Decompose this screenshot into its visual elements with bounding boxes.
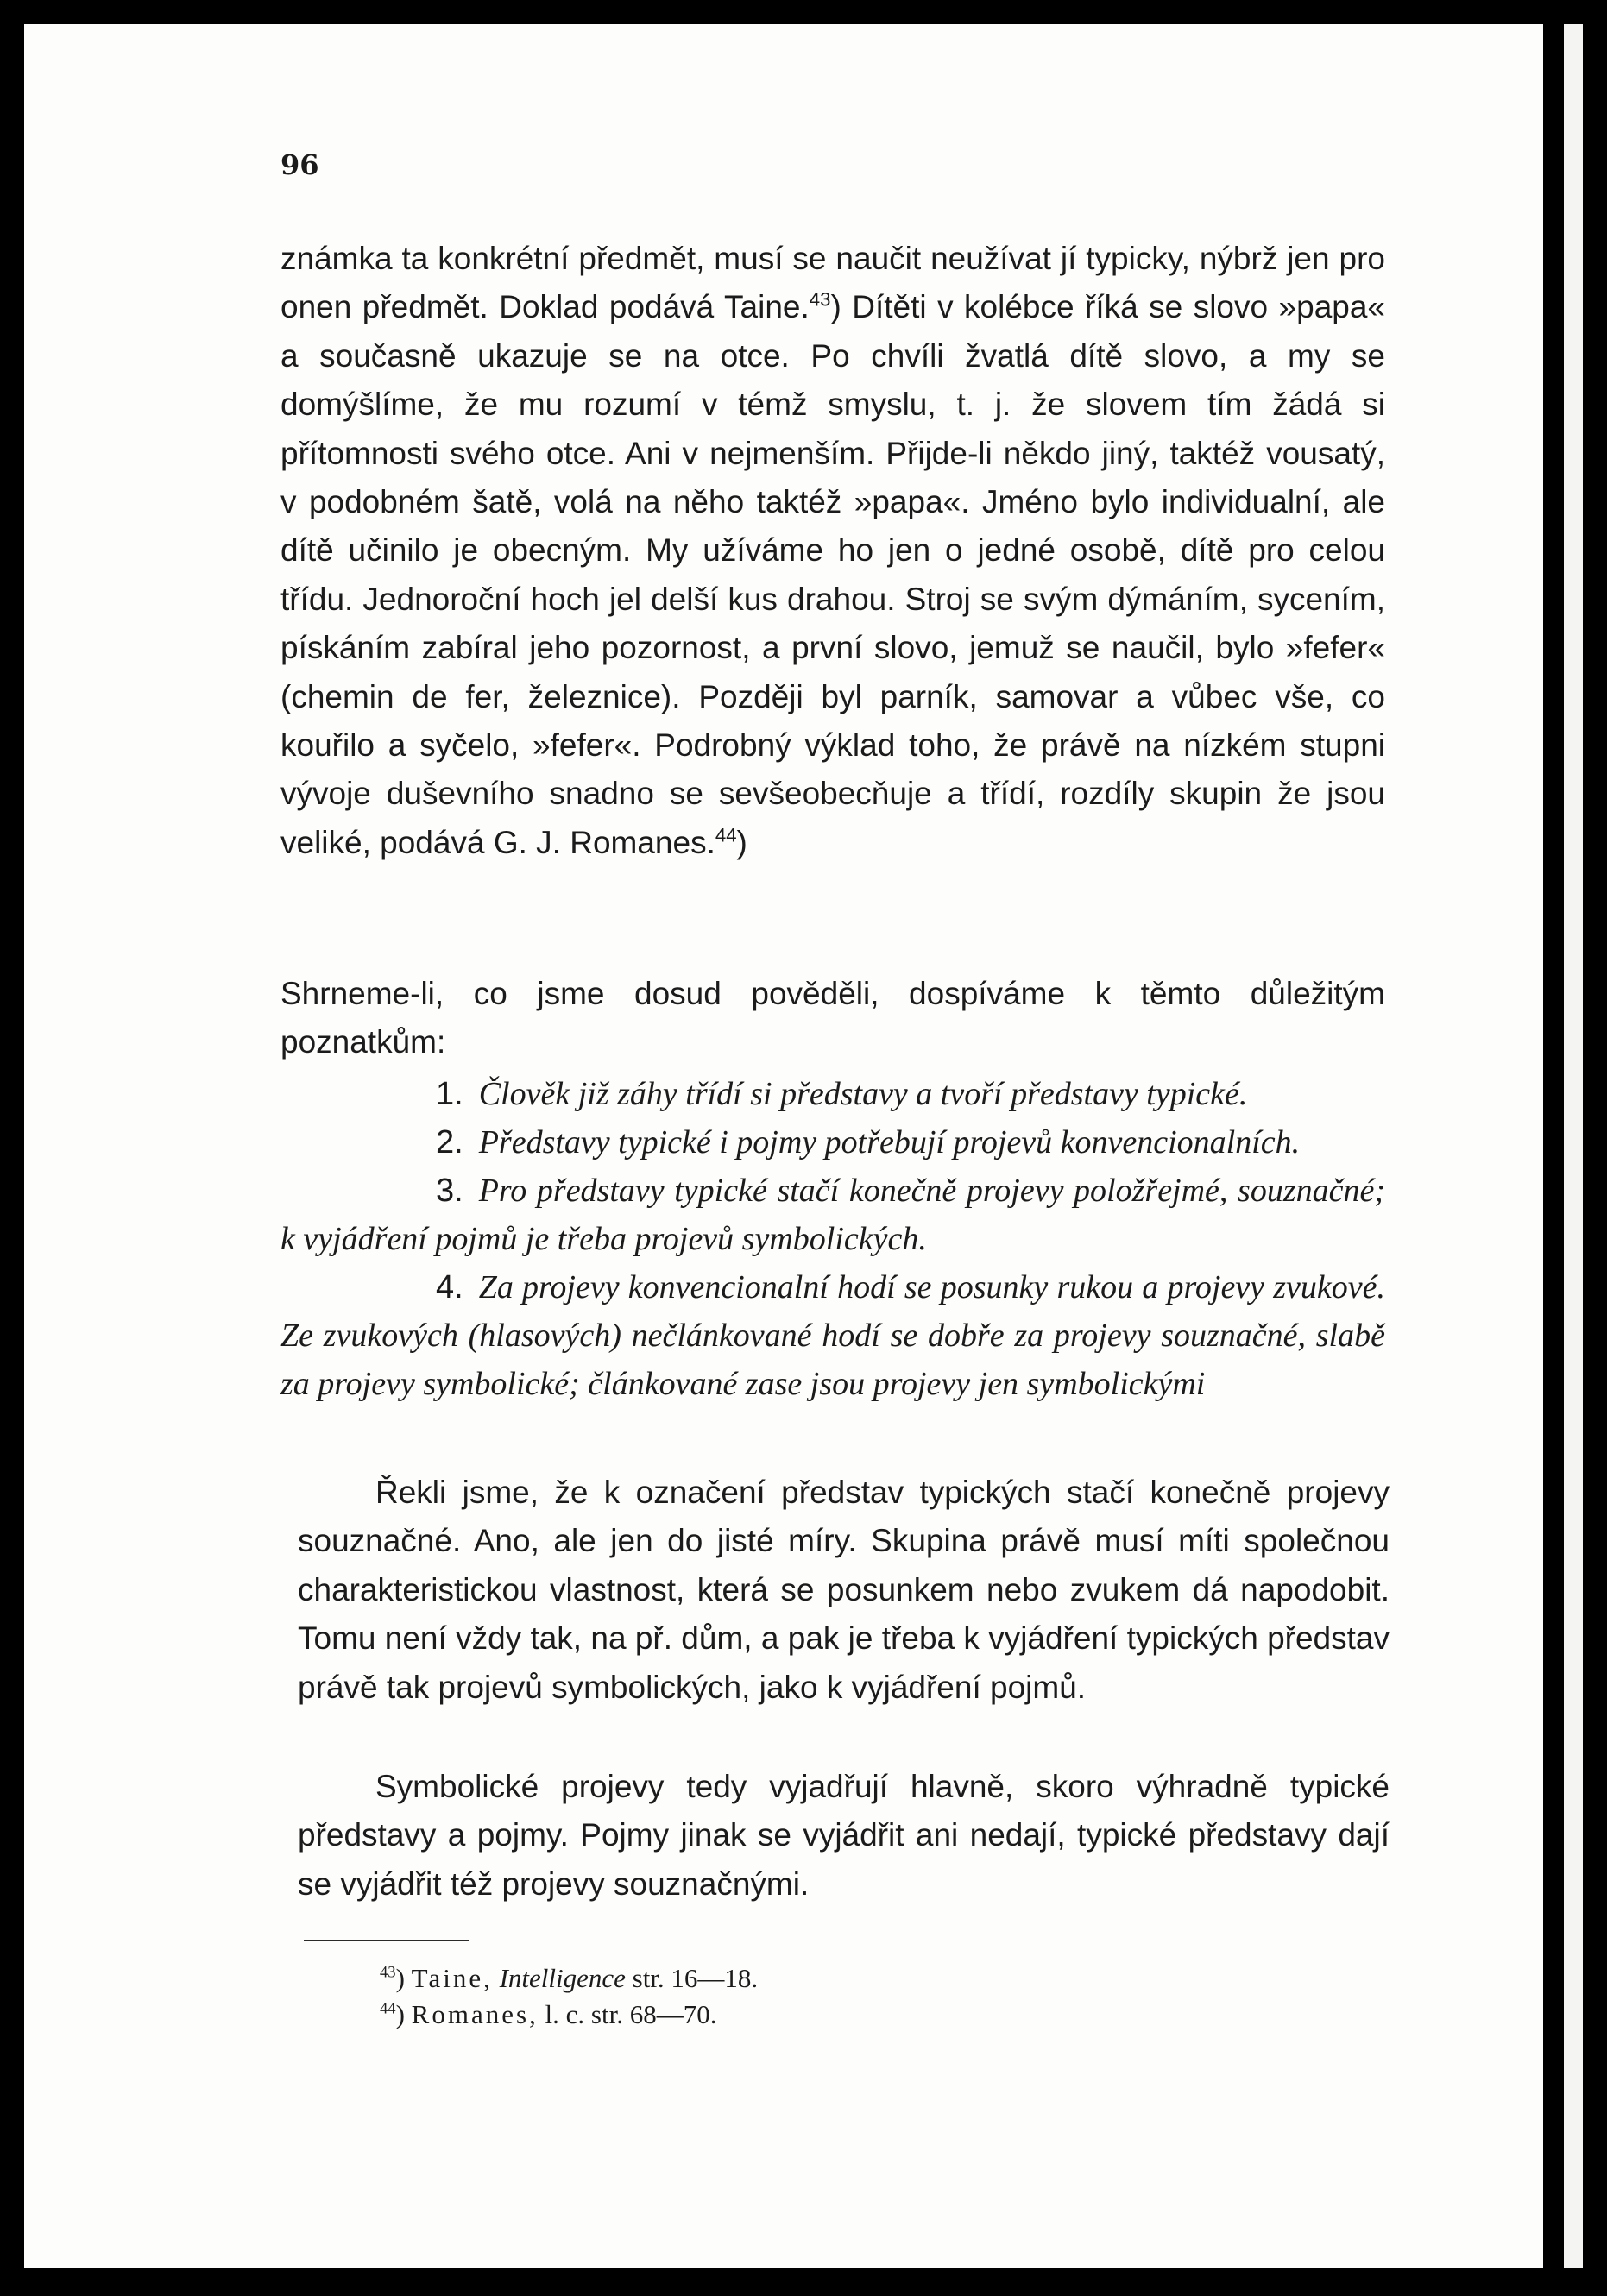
list-item	[280, 1118, 1385, 1167]
list-item	[280, 1070, 1385, 1118]
paragraph-1-end: )	[736, 824, 747, 860]
footnote-mark: 43	[380, 1963, 396, 1982]
footnotes	[380, 1960, 758, 2033]
paragraph-4: Symbolické projevy tedy vyjadřují hlavně, skoro výhradně typické představy a pojmy. Pojmy jinak se vyjádřit ani nedají, typické představy dají se vyjádřit též projevy souznačnými.	[298, 1769, 1390, 1902]
footnote-44: $^{44}$) Romanes, l. c. str. 68—70.	[380, 1999, 717, 2029]
list-item-number: 3.	[436, 1173, 463, 1209]
footnote-author: Taine,	[411, 1963, 493, 1993]
paragraph-2: Shrneme-li, co jsme dosud pověděli, dospíváme k těmto důležitým poznatkům:	[280, 976, 1385, 1060]
list-item-text: Za projevy konvencionalní hodí se posunky rukou a projevy zvukové. Ze zvukových (hlasových) nečlánkované hodí se dobře za projevy souznačné, slabě za projevy symbolické; článkované zase jsou projevy jen symbolickými	[280, 1269, 1385, 1402]
footnote-divider	[304, 1940, 469, 1941]
page-number: 96	[280, 148, 319, 181]
footnote-43: $^{43}$) Taine, Intelligence str. 16—18.	[380, 1963, 759, 1993]
list-item-text: Pro představy typické stačí konečně projevy položřejmé, souznačné; k vyjádření pojmů je třeba projevů symbolických.	[280, 1173, 1385, 1257]
footnote-ref-44[interactable]: 44	[715, 824, 737, 846]
page-binding-edge	[1564, 24, 1583, 2268]
list-item-number: 2.	[436, 1124, 463, 1161]
list-item-number: 1.	[436, 1076, 463, 1112]
footnote-rest: l. c. str. 68—70.	[538, 1999, 717, 2029]
footnote-author: Romanes,	[411, 1999, 539, 2029]
list-item-text: Představy typické i pojmy potřebují projevů konvencionalních.	[478, 1124, 1301, 1161]
list-item-text: Člověk již záhy třídí si představy a tvoří představy typické.	[478, 1076, 1248, 1112]
footnote-mark: 44	[380, 1999, 396, 2018]
numbered-list	[280, 1070, 1385, 1408]
paragraph-1	[280, 235, 1385, 867]
paragraph-1-continued: ) Dítěti v kolébce říká se slovo »papa« a současně ukazuje se na otce. Po chvíli žvatlá dítě slovo, a my se domýšlíme, že mu rozumí v témž smyslu, t. j. že slovem tím žádá si přítomnosti svého otce. Ani v nejmenším. Přijde-li někdo jiný, taktéž vousatý, v podobném šatě, volá na něho taktéž »papa«. Jméno bylo individualní, ale dítě učinilo je obecným. My užíváme ho jen o jedné osobě, dítě pro celou třídu. Jednoroční hoch jel delší kus drahou. Stroj se svým dýmáním, sycením, pískáním zabíral jeho pozornost, a první slovo, jemuž se naučil, bylo »fefer« (chemin de fer, železnice). Později byl parník, samovar a vůbec vše, co kouřilo a syčelo, »fefer«. Podrobný výklad toho, že právě na nízkém stupni vývoje duševního snadno se sevšeobecňuje a třídí, rozdíly skupin že jsou veliké, podává G. J. Romanes.	[280, 289, 1386, 860]
footnote-ref-43[interactable]: 43	[809, 289, 831, 311]
list-item-number: 4.	[436, 1269, 463, 1305]
paragraph-3: Řekli jsme, že k označení představ typických stačí konečně projevy souznačné. Ano, ale jen do jisté míry. Skupina právě musí míti společnou charakteristickou vlastnost, která se posunkem nebo zvukem dá napodobit. Tomu není vždy tak, na př. dům, a pak je třeba k vyjádření typických představ právě tak projevů symbolických, jako k vyjádření pojmů.	[298, 1475, 1390, 1705]
paragraph-1-text: známka ta konkrétní předmět, musí se naučit neužívat jí typicky, nýbrž jen pro onen předmět. Doklad podává Taine.	[280, 241, 1385, 325]
footnote-rest: str. 16—18.	[625, 1963, 759, 1993]
list-item	[280, 1167, 1385, 1263]
footnote-title: Intelligence	[499, 1963, 626, 1993]
list-item	[280, 1263, 1385, 1408]
